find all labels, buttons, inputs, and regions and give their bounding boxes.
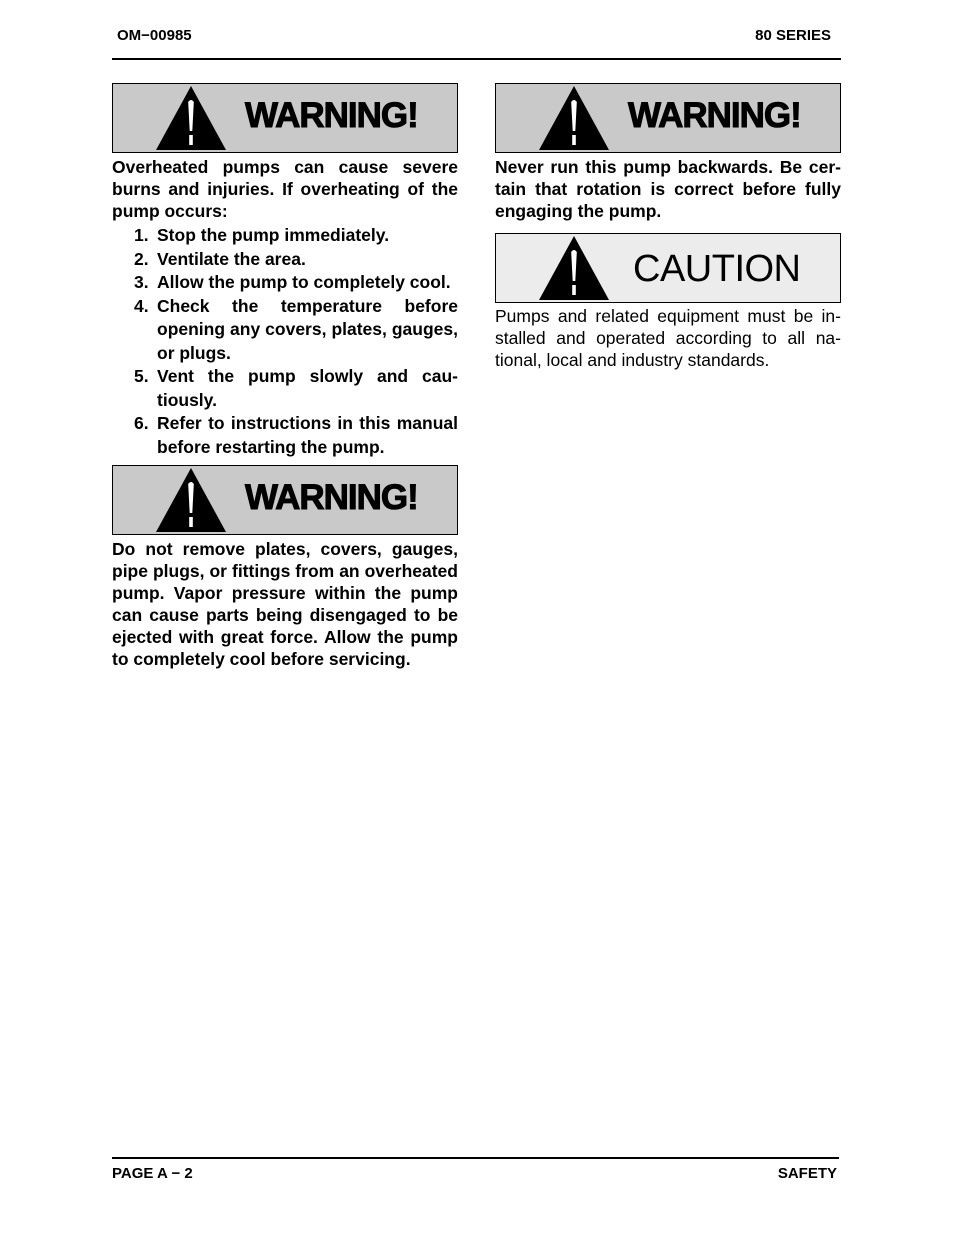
list-item (112, 412, 458, 459)
warning-banner-vapor (112, 465, 458, 535)
step-text: Ventilate the area. (157, 248, 306, 269)
step-number: 1. (134, 225, 149, 245)
exclamation-triangle-icon (537, 85, 611, 151)
page-number: PAGE A − 2 (112, 1165, 193, 1182)
list-item (112, 248, 458, 272)
vapor-warning-text: Do not remove plates, covers, gauges, pipe plugs, or fittings from an overheated pump. Vapor pressure within the pump can cause parts being disengaged to be ejected with great force. Allow the pump to completely cool before servicing. (112, 539, 458, 669)
caution-text: Pumps and related equipment must be installed and operated according to all national, local and industry standards. (495, 306, 841, 370)
list-item (112, 224, 458, 248)
step-text: Vent the pump slowly and cautiously. (157, 366, 458, 410)
left-column (112, 83, 458, 670)
step-number: 3. (134, 272, 149, 292)
step-text: Check the temperature before opening any covers, plates, gauges, or plugs. (157, 295, 458, 363)
step-number: 4. (134, 295, 149, 316)
footer-rule (112, 1157, 839, 1159)
warning-banner-rotation (495, 83, 841, 153)
right-column (495, 83, 841, 371)
series-label: 80 SERIES (755, 27, 831, 44)
step-number: 6. (134, 413, 149, 433)
warning-label: WARNING! (628, 96, 801, 135)
header-rule (112, 58, 841, 60)
doc-id: OM−00985 (117, 27, 192, 44)
list-item (112, 271, 458, 295)
exclamation-triangle-icon (154, 85, 228, 151)
warning-label: WARNING! (245, 96, 418, 135)
exclamation-triangle-icon (154, 467, 228, 533)
section-label: SAFETY (777, 1165, 837, 1182)
step-text: Stop the pump immediately. (157, 225, 390, 245)
caution-label: CAUTION (633, 248, 801, 290)
list-item (112, 365, 458, 412)
caution-banner (495, 233, 841, 303)
step-text: Refer to instructions in this manual before restarting the pump. (157, 413, 458, 457)
step-number: 5. (134, 366, 149, 386)
overheat-intro: Overheated pumps can cause severe burns and injuries. If overheating of the pump occurs: (112, 157, 458, 221)
warning-label: WARNING! (245, 478, 418, 517)
exclamation-triangle-icon (537, 235, 611, 301)
list-item (112, 295, 458, 366)
step-number: 2. (134, 248, 149, 269)
rotation-warning-text: Never run this pump backwards. Be certain that rotation is correct before fully engaging the pump. (495, 157, 841, 221)
warning-banner-overheat (112, 83, 458, 153)
step-text: Allow the pump to completely cool. (157, 272, 451, 292)
overheat-steps (112, 224, 458, 459)
